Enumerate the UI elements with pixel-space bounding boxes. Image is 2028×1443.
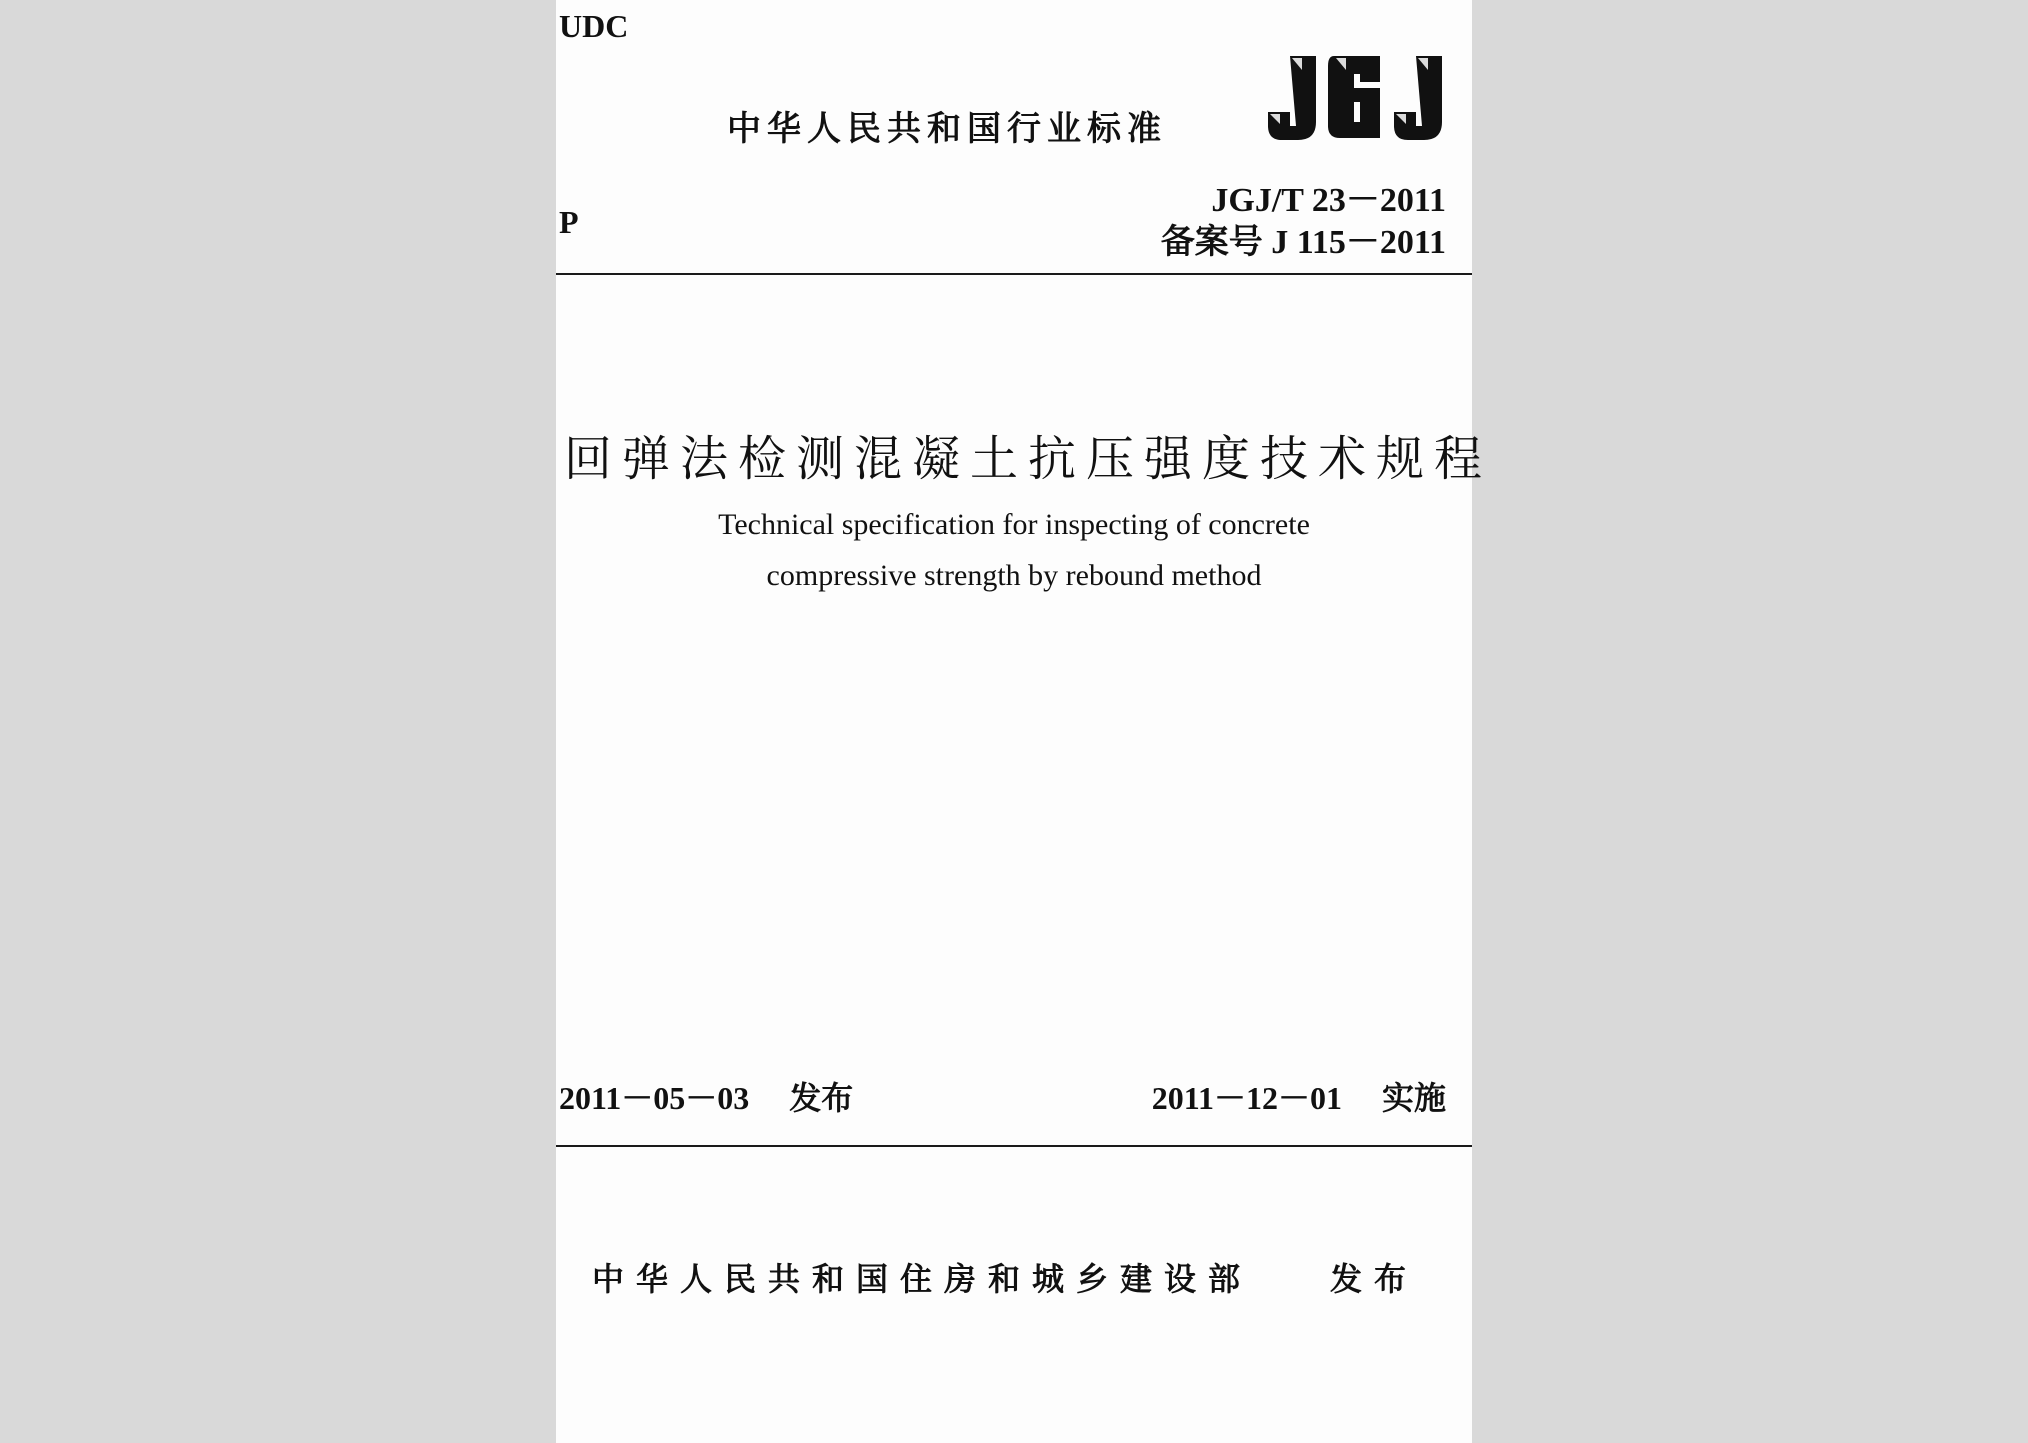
document-title-chinese: 回弹法检测混凝土抗压强度技术规程 bbox=[564, 433, 1493, 486]
publish-date-row bbox=[559, 1073, 853, 1119]
footer-divider bbox=[556, 1145, 1472, 1147]
document-title-english-line1: Technical specification for inspecting of concrete bbox=[718, 508, 1310, 541]
udc-label: UDC bbox=[559, 8, 629, 44]
publish-date: 2011－05－03 bbox=[559, 1080, 750, 1116]
jgj-logo bbox=[1268, 54, 1449, 142]
document-cover-page bbox=[556, 0, 1493, 1443]
standard-code: JGJ/T 23－2011 bbox=[1211, 182, 1446, 219]
effective-label: 实施 bbox=[1381, 1079, 1446, 1117]
header-divider bbox=[556, 273, 1472, 275]
industry-standard-heading: 中华人民共和国行业标准 bbox=[727, 109, 1167, 149]
filing-number: 备案号 J 115－2011 bbox=[1160, 224, 1446, 261]
classification-label: P bbox=[559, 204, 579, 240]
issuing-action: 发布 bbox=[1330, 1260, 1419, 1298]
effective-date-row bbox=[1152, 1073, 1446, 1119]
issuing-authority: 中华人民共和国住房和城乡建设部 bbox=[592, 1260, 1253, 1298]
document-title-english-line2: compressive strength by rebound method bbox=[766, 559, 1262, 592]
effective-date: 2011－12－01 bbox=[1151, 1080, 1342, 1116]
publish-label: 发布 bbox=[789, 1079, 854, 1117]
